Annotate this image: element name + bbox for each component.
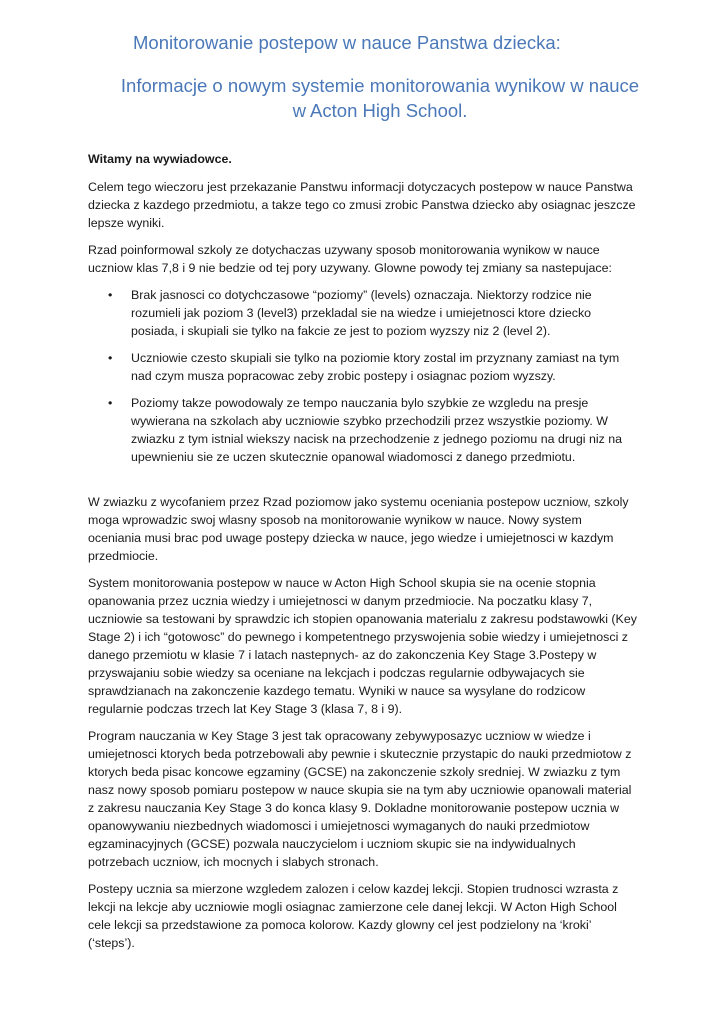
paragraph-government-change: Rzad poinformowal szkoly ze dotychaczas uzywany sposob monitorowania wynikow w nauce uczniow klas 7,8 i 9 nie bedzie od tej pory uzywany. Glowne powody tej zmiany sa nastepujace: [88,243,612,275]
paragraph-acton-system: System monitorowania postepow w nauce w Acton High School skupia sie na ocenie stopnia opanowania przez ucznia wiedzy i umiejetnosci w danym przedmiocie. Na poczatku klasy 7, uczniowie sa testowani by sprawdzic ich stopien opanowania materialu z zakresu podstawowki (Key Stage 2) i ich “gotowosc” do pewnego i kompetentnego przyswojenia sobie wiedzy i umiejetnosci z danego przemiotu w klasie 7 i latach nastepnych- az do zakonczenia Key Stage 3.Postepy w przyswajaniu sobie wiedzy sa oceniane na lekcjach i podczas regularnie odbywajacych sie sprawdzianach na zakonczenie kazdego tematu. Wyniki w nauce sa wysylane do rodzicow regularnie podczas trzech lat Key Stage 3 (klasa 7, 8 i 9). [88,576,637,716]
list-item-text: Uczniowie czesto skupiali sie tylko na poziomie ktory zostal im przyznany zamiast na tym nad czym musza popracowac zeby zrobic postepy i osiagnac poziom wyzszy. [131,351,620,383]
document-body [88,150,638,961]
reasons-list [88,286,638,466]
paragraph-intro: Celem tego wieczoru jest przekazanie Panstwu informacji dotyczacych postepow w nauce Panstwa dziecka z kazdego przedmiotu, a takze tego co zmusi zrobic Panstwa dziecko aby osiagnac jeszcze lepsze wyniki. [88,180,636,230]
greeting: Witamy na wywiadowce. [88,152,232,166]
document-title: Monitorowanie postepow w nauce Panstwa dziecka: [133,32,561,53]
list-item-text: Poziomy takze powodowaly ze tempo nauczania bylo szybkie ze wzgledu na presje wywierana na szkolach aby uczniowie szybko przechodzili przez wszystkie poziomy. W zwiazku z tym istnial wiekszy nacisk na przechodzenie z jednego poziomu na drugi niz na upewnieniu sie ze uczen skutecznie opanowal wiadomosci z danego przedmiotu. [131,396,623,464]
list-item [88,286,638,340]
paragraph-key-stage-3: Program nauczania w Key Stage 3 jest tak opracowany zebywyposazyc uczniow w wiedze i umiejetnosci ktorych beda potrzebowali aby pewnie i skutecznie przystapic do nauki przedmiotow z ktorych beda pisac koncowe egzaminy (GCSE) na zakonczenie szkoly sredniej. W zwiazku z tym nasz nowy sposob pomiaru postepow w nauce skupia sie na tym aby uczniowie opanowali material z zakresu nauczania Key Stage 3 do konca klasy 9. Dokladne monitorowanie postepow ucznia w opanowywaniu niezbednych wiadomosci i umiejetnosci wymaganych do nauki przedmiotow egzaminacyjnych (GCSE) pozwala nauczycielom i uczniom skupic sie na indywidualnych potrzebach uczniow, ich mocnych i slabych stronach. [88,729,632,869]
bullet-icon: • [108,351,113,365]
paragraph-lesson-goals: Postepy ucznia sa mierzone wzgledem zalozen i celow kazdej lekcji. Stopien trudnosci wzrasta z lekcji na lekcje aby uczniowie mogli osiagnac zamierzone cele danej lekcji. W Acton High School cele lekcji sa przedstawione za pomoca kolorow. Kazdy glowny cel jest podzielony na ‘kroki’ (‘steps’). [88,882,619,950]
list-item-text: Brak jasnosci co dotychczasowe “poziomy” (levels) oznaczaja. Niektorzy rodzice nie rozumieli jak poziom 3 (level3) przekladal sie na wiedze i umiejetnosci ktore dziecko posiada, i skupiali sie tylko na fakcie ze jest to poziom wyzszy niz 2 (level 2). [131,288,592,338]
bullet-icon: • [108,396,113,410]
bullet-icon: • [108,288,113,302]
list-item [88,349,638,385]
paragraph-new-system: W zwiazku z wycofaniem przez Rzad poziomow jako systemu oceniania postepow uczniow, szkoly moga wprowadzic swoj wlasny sposob na monitorowanie wynikow w nauce. Nowy system oceniania musi brac pod uwage postepy dziecka w nauce, jego wiedze i umiejetnosci w kazdym przedmiocie. [88,495,629,563]
list-item [88,394,638,466]
spacer [88,475,638,493]
subtitle-line-2: w Acton High School. [292,100,468,121]
subtitle-line-1: Informacje o nowym systemie monitorowania wynikow w nauce [120,75,640,96]
document-subtitle [100,73,660,123]
